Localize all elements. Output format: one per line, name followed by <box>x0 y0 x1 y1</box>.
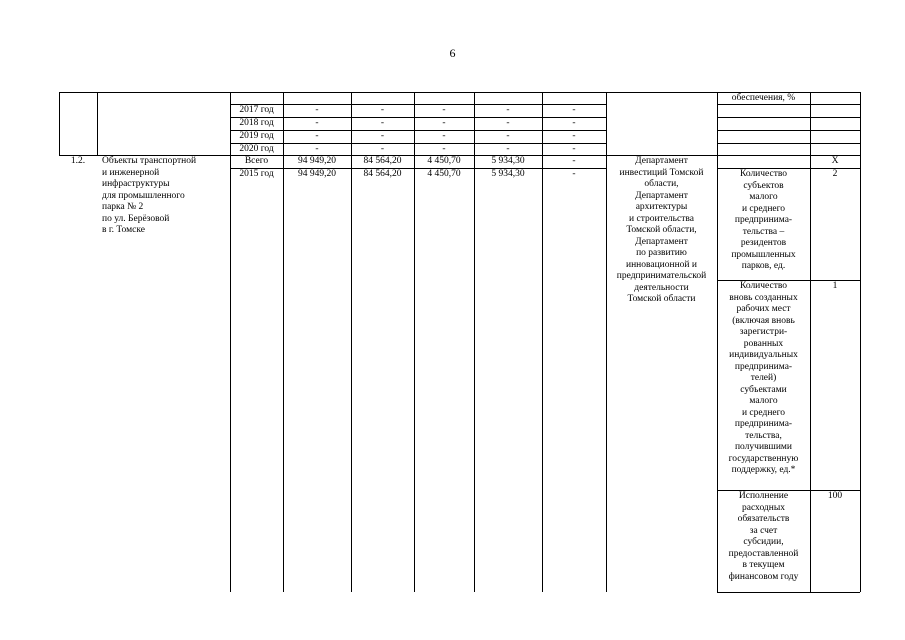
amount-cell: 5 934,30 <box>491 169 525 179</box>
indicator-value: 100 <box>827 491 843 501</box>
indicator-line: Количество <box>739 169 788 179</box>
table-rule <box>283 155 284 592</box>
table-rule <box>810 92 811 155</box>
amount-cell: 4 450,70 <box>427 169 461 179</box>
table-rule <box>351 155 352 592</box>
item-name-line: инфраструктуры <box>102 179 170 189</box>
indicator-line: поддержку, ед.* <box>731 465 796 475</box>
item-name-line: и инженерной <box>102 167 160 178</box>
indicator-line: и среднего <box>741 407 786 418</box>
amount-cell: - <box>442 144 446 154</box>
executor-line: предпринимательской <box>616 271 707 281</box>
amount-cell: - <box>506 105 510 115</box>
table-rule <box>542 155 543 592</box>
year-label: Всего <box>244 156 269 166</box>
indicator-value: X <box>831 156 839 166</box>
indicator-line: и среднего <box>741 203 786 214</box>
indicator-line: в текущем <box>742 560 785 570</box>
indicator-text: обеспечения, % <box>731 93 796 103</box>
item-name-line: Объекты транспортной <box>102 156 197 166</box>
year-label: 2015 год <box>239 169 274 179</box>
indicator-line: за счет <box>749 525 778 536</box>
indicator-line: субсидии, <box>743 537 784 547</box>
amount-cell: - <box>572 105 576 115</box>
indicator-line: предпринима- <box>734 361 793 372</box>
executor-line: архитектуры <box>635 202 688 212</box>
amount-cell: - <box>572 156 576 166</box>
indicator-line: предпринима- <box>734 419 793 429</box>
indicator-line: (включая вновь <box>732 315 795 326</box>
table-rule <box>97 92 98 155</box>
table-rule <box>606 92 607 155</box>
table-rule <box>474 155 475 592</box>
indicator-line: расходных <box>742 502 785 513</box>
indicator-line: Количество <box>739 281 788 291</box>
amount-cell: - <box>315 144 319 154</box>
amount-cell: 94 949,20 <box>298 169 336 179</box>
amount-cell: - <box>572 118 576 128</box>
item-name-line: для промышленного <box>102 190 185 201</box>
table-rule <box>860 155 861 592</box>
year-label: 2020 год <box>239 144 274 154</box>
amount-cell: - <box>506 144 510 154</box>
table-rule <box>717 117 860 118</box>
amount-cell: - <box>315 105 319 115</box>
amount-cell: 84 564,20 <box>363 169 402 179</box>
executor-line: Департамент <box>635 190 688 201</box>
indicator-line: обязательств <box>737 514 790 524</box>
table-rule <box>717 130 860 131</box>
amount-cell: - <box>380 105 385 115</box>
indicator-line: субъектами <box>740 384 787 395</box>
amount-cell: - <box>572 144 576 154</box>
executor-line: Томской области, <box>626 225 697 235</box>
indicator-line: резидентов <box>740 238 787 248</box>
indicator-line: субъектов <box>743 180 784 191</box>
amount-cell: 4 450,70 <box>427 156 461 166</box>
amount-cell: 5 934,30 <box>491 156 525 166</box>
executor-line: инновационной и <box>626 259 697 270</box>
amount-cell: - <box>380 144 385 154</box>
indicator-line: предоставленной <box>728 548 799 559</box>
executor-line: Томской области <box>627 294 696 304</box>
year-label: 2017 год <box>239 105 274 115</box>
executor-line: Департамент <box>635 156 688 166</box>
amount-cell: - <box>380 131 385 141</box>
item-name-line: по ул. Берёзовой <box>102 213 170 224</box>
table-rule <box>717 592 860 593</box>
amount-cell: - <box>572 131 576 141</box>
amount-cell: - <box>506 131 510 141</box>
indicator-line: парков, ед. <box>741 261 786 271</box>
indicator-value: 1 <box>832 281 838 291</box>
amount-cell: - <box>572 169 576 179</box>
table-rule <box>810 155 811 592</box>
indicator-line: телей) <box>750 373 777 383</box>
executor-line: и строительства <box>629 213 694 224</box>
page-number: 6 <box>449 46 456 60</box>
indicator-line: государственную <box>728 453 799 464</box>
item-name-line: парка № 2 <box>102 202 144 212</box>
indicator-line: тельства, <box>745 430 782 441</box>
amount-cell: 94 949,20 <box>298 156 336 166</box>
indicator-line: вновь созданных <box>729 292 798 303</box>
year-label: 2019 год <box>239 131 274 141</box>
amount-cell: - <box>442 118 446 128</box>
indicator-line: индивидуальных <box>729 350 798 360</box>
item-number: 1.2. <box>70 156 86 166</box>
item-name-line: в г. Томске <box>102 225 145 235</box>
table-rule <box>59 92 60 155</box>
indicator-line: зарегистри- <box>739 327 788 337</box>
table-rule <box>414 155 415 592</box>
table-rule <box>860 92 861 155</box>
amount-cell: - <box>442 105 446 115</box>
table-rule <box>230 155 231 592</box>
indicator-line: тельства – <box>742 226 785 237</box>
executor-line: по развитию <box>636 248 687 258</box>
indicator-line: Исполнение <box>738 491 789 501</box>
amount-cell: 84 564,20 <box>363 156 402 166</box>
amount-cell: - <box>315 131 319 141</box>
year-label: 2018 год <box>239 118 274 128</box>
executor-line: области, <box>644 179 679 189</box>
indicator-line: финансовом году <box>728 571 799 582</box>
amount-cell: - <box>442 131 446 141</box>
indicator-line: малого <box>749 192 778 202</box>
indicator-value: 2 <box>832 169 838 179</box>
indicator-line: малого <box>749 396 778 406</box>
indicator-line: получившими <box>734 442 793 452</box>
executor-line: инвестиций Томской <box>619 167 704 178</box>
table-rule <box>717 143 860 144</box>
indicator-line: рабочих мест <box>736 304 791 314</box>
executor-line: Департамент <box>635 236 688 247</box>
indicator-line: промышленных <box>731 249 796 260</box>
amount-cell: - <box>315 118 319 128</box>
amount-cell: - <box>506 118 510 128</box>
amount-cell: - <box>380 118 385 128</box>
executor-line: деятельности <box>634 282 689 293</box>
indicator-line: рованных <box>743 338 784 349</box>
indicator-line: предпринима- <box>734 215 793 225</box>
